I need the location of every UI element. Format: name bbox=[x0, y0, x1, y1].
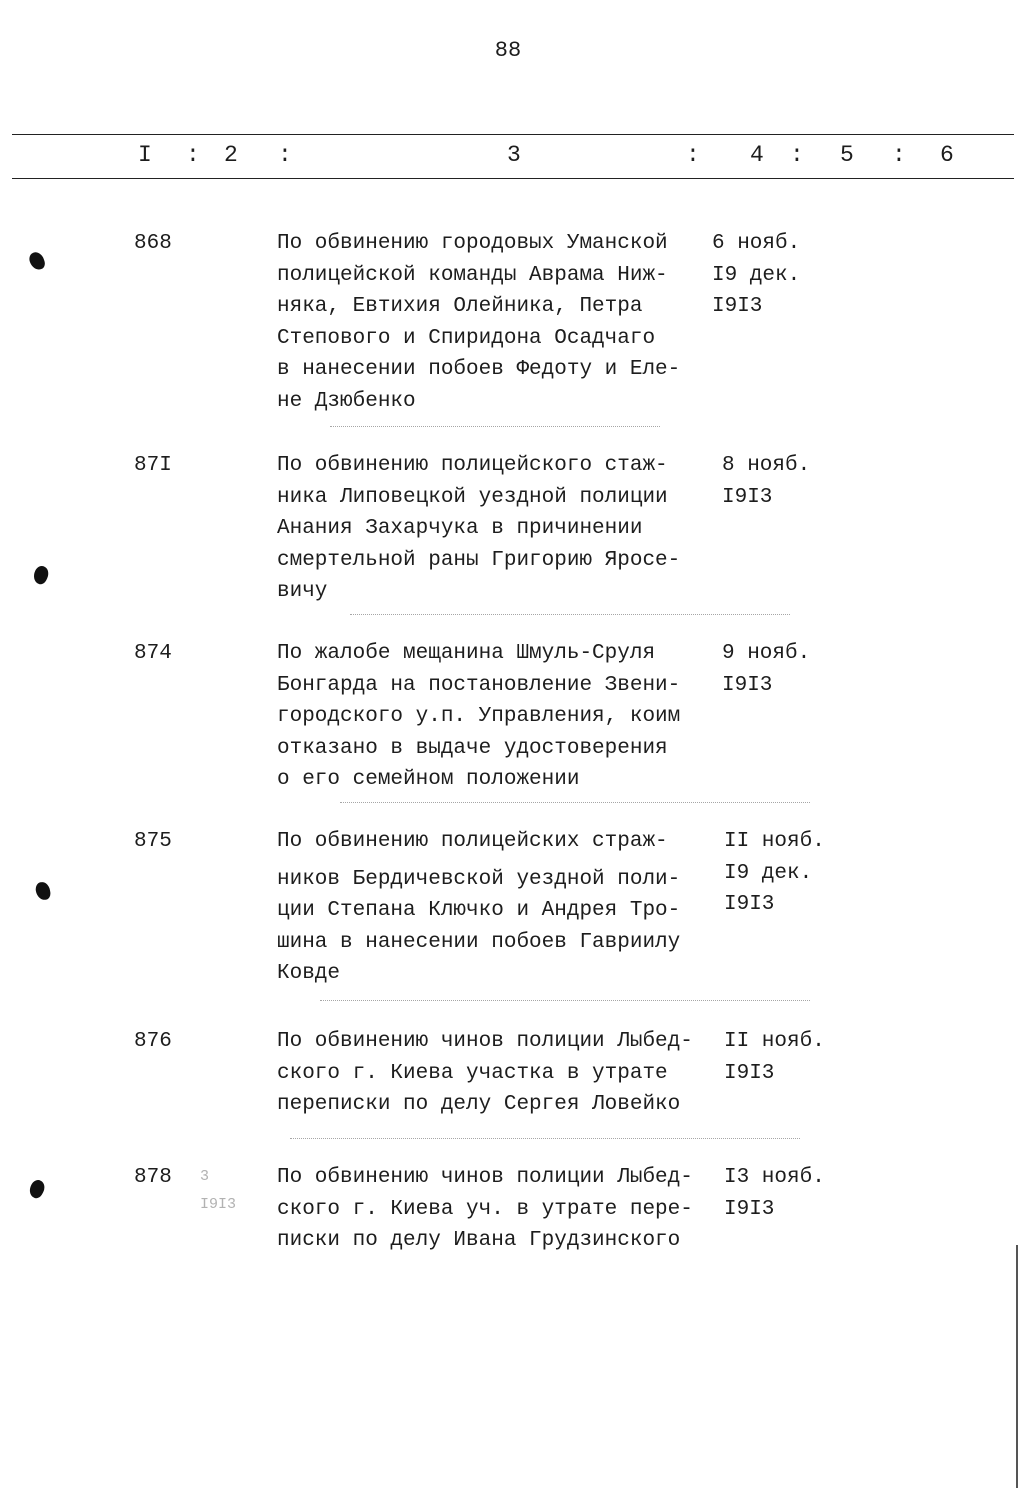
record-text-line: ника Липовецкой уездной полиции bbox=[277, 485, 668, 509]
record-text-line: Ковде bbox=[277, 962, 341, 985]
column-separator: : bbox=[790, 142, 804, 168]
record-number: 875 bbox=[134, 830, 172, 853]
record-number: 868 bbox=[134, 232, 172, 255]
record-date-line: I9I3 bbox=[722, 673, 773, 697]
column-separator: : bbox=[892, 142, 906, 168]
record-date-line: I3 нояб. bbox=[724, 1166, 825, 1189]
column-header-1: I bbox=[138, 142, 152, 168]
table-header-top-rule bbox=[12, 134, 1014, 135]
record-date-line: I9 дек. bbox=[724, 861, 813, 885]
record-text-line: По обвинению полицейского стаж- bbox=[277, 454, 668, 477]
column-separator: : bbox=[278, 142, 292, 168]
record-description bbox=[277, 228, 707, 417]
record-description bbox=[277, 450, 707, 608]
column-header-6: 6 bbox=[940, 142, 954, 168]
record-text-line: По обвинению чинов полиции Лыбед- bbox=[277, 1166, 693, 1189]
record-text-line: Бонгарда на постановление Звени- bbox=[277, 673, 681, 697]
record-date-line: II нояб. bbox=[724, 830, 825, 853]
scan-edge-line bbox=[1016, 1245, 1018, 1488]
record-text-line: отказано в выдаче удостоверения bbox=[277, 736, 668, 760]
record-text-line: По обвинению городовых Уманской bbox=[277, 232, 668, 255]
record-date-line: I9I3 bbox=[724, 1197, 775, 1221]
separator-dots bbox=[290, 1138, 800, 1139]
record-text-line: не Дзюбенко bbox=[277, 389, 416, 413]
record-description bbox=[277, 826, 707, 990]
record-text-line: переписки по делу Сергея Ловейко bbox=[277, 1093, 681, 1116]
record-text-line: По обвинению полицейских страж- bbox=[277, 830, 668, 853]
record-text-line: Анания Захарчука в причинении bbox=[277, 517, 643, 540]
record-date-line: I9I3 bbox=[724, 1061, 775, 1085]
separator-dots bbox=[330, 426, 660, 427]
record-text-line: няка, Евтихия Олейника, Петра bbox=[277, 295, 643, 318]
record-date-line: I9I3 bbox=[722, 485, 773, 509]
stamp-year: I9I3 bbox=[200, 1196, 237, 1213]
record-date-line: 9 нояб. bbox=[722, 642, 811, 665]
column-header-3: 3 bbox=[507, 142, 521, 168]
binding-hole-mark bbox=[31, 564, 51, 586]
record-text-line: ского г. Киева уч. в утрате пере- bbox=[277, 1197, 693, 1221]
table-header-bottom-rule bbox=[12, 178, 1014, 179]
record-description bbox=[277, 638, 707, 796]
record-number: 878 bbox=[134, 1166, 172, 1189]
separator-dots bbox=[340, 802, 810, 803]
page-number: 88 bbox=[494, 38, 522, 63]
record-text-line: По обвинению чинов полиции Лыбед- bbox=[277, 1030, 693, 1053]
separator-dots bbox=[350, 614, 790, 615]
record-dates bbox=[724, 1026, 825, 1089]
binding-hole-mark bbox=[27, 250, 46, 272]
record-text-line: смертельной раны Григорию Яросе- bbox=[277, 548, 681, 572]
record-text-line: ского г. Киева участка в утрате bbox=[277, 1061, 668, 1085]
record-dates bbox=[724, 826, 825, 921]
separator-dots bbox=[320, 1000, 810, 1001]
record-dates bbox=[712, 228, 800, 323]
column-header-5: 5 bbox=[840, 142, 854, 168]
record-date-line: I9I3 bbox=[724, 893, 775, 916]
record-date-line: 8 нояб. bbox=[722, 454, 811, 477]
record-text-line: писки по делу Ивана Грудзинского bbox=[277, 1229, 681, 1252]
record-text-line: полицейской команды Аврама Ниж- bbox=[277, 263, 668, 287]
record-text-line: вичу bbox=[277, 580, 328, 603]
record-number: 876 bbox=[134, 1030, 172, 1053]
record-dates bbox=[724, 1162, 825, 1225]
record-date-line: II нояб. bbox=[724, 1030, 825, 1053]
record-dates bbox=[722, 450, 810, 513]
record-text-line: в нанесении побоев Федоту и Еле- bbox=[277, 358, 681, 381]
record-text-line: городского у.п. Управления, коим bbox=[277, 705, 681, 728]
record-description bbox=[277, 1026, 707, 1121]
binding-hole-mark bbox=[35, 881, 52, 901]
record-number: 87I bbox=[134, 454, 172, 477]
record-date-line: I9 дек. bbox=[712, 263, 801, 287]
record-number: 874 bbox=[134, 642, 172, 665]
record-text-line: ции Степана Ключко и Андрея Тро- bbox=[277, 899, 681, 922]
record-text-line: шина в нанесении побоев Гавриилу bbox=[277, 930, 681, 954]
column-header-4: 4 bbox=[750, 142, 764, 168]
record-description bbox=[277, 1162, 707, 1257]
column-separator: : bbox=[686, 142, 700, 168]
stamp-number: 3 bbox=[200, 1168, 210, 1185]
record-text-line: По жалобе мещанина Шмуль-Сруля bbox=[277, 642, 656, 665]
record-text-line: о его семейном положении bbox=[277, 768, 580, 791]
record-dates bbox=[722, 638, 810, 701]
record-date-line: I9I3 bbox=[712, 295, 763, 318]
record-text-line: Степового и Спиридона Осадчаго bbox=[277, 326, 656, 350]
record-date-line: 6 нояб. bbox=[712, 232, 801, 255]
column-header-2: 2 bbox=[224, 142, 238, 168]
record-text-line: ников Бердичевской уездной поли- bbox=[277, 867, 681, 891]
column-separator: : bbox=[186, 142, 200, 168]
binding-hole-mark bbox=[26, 1178, 47, 1201]
